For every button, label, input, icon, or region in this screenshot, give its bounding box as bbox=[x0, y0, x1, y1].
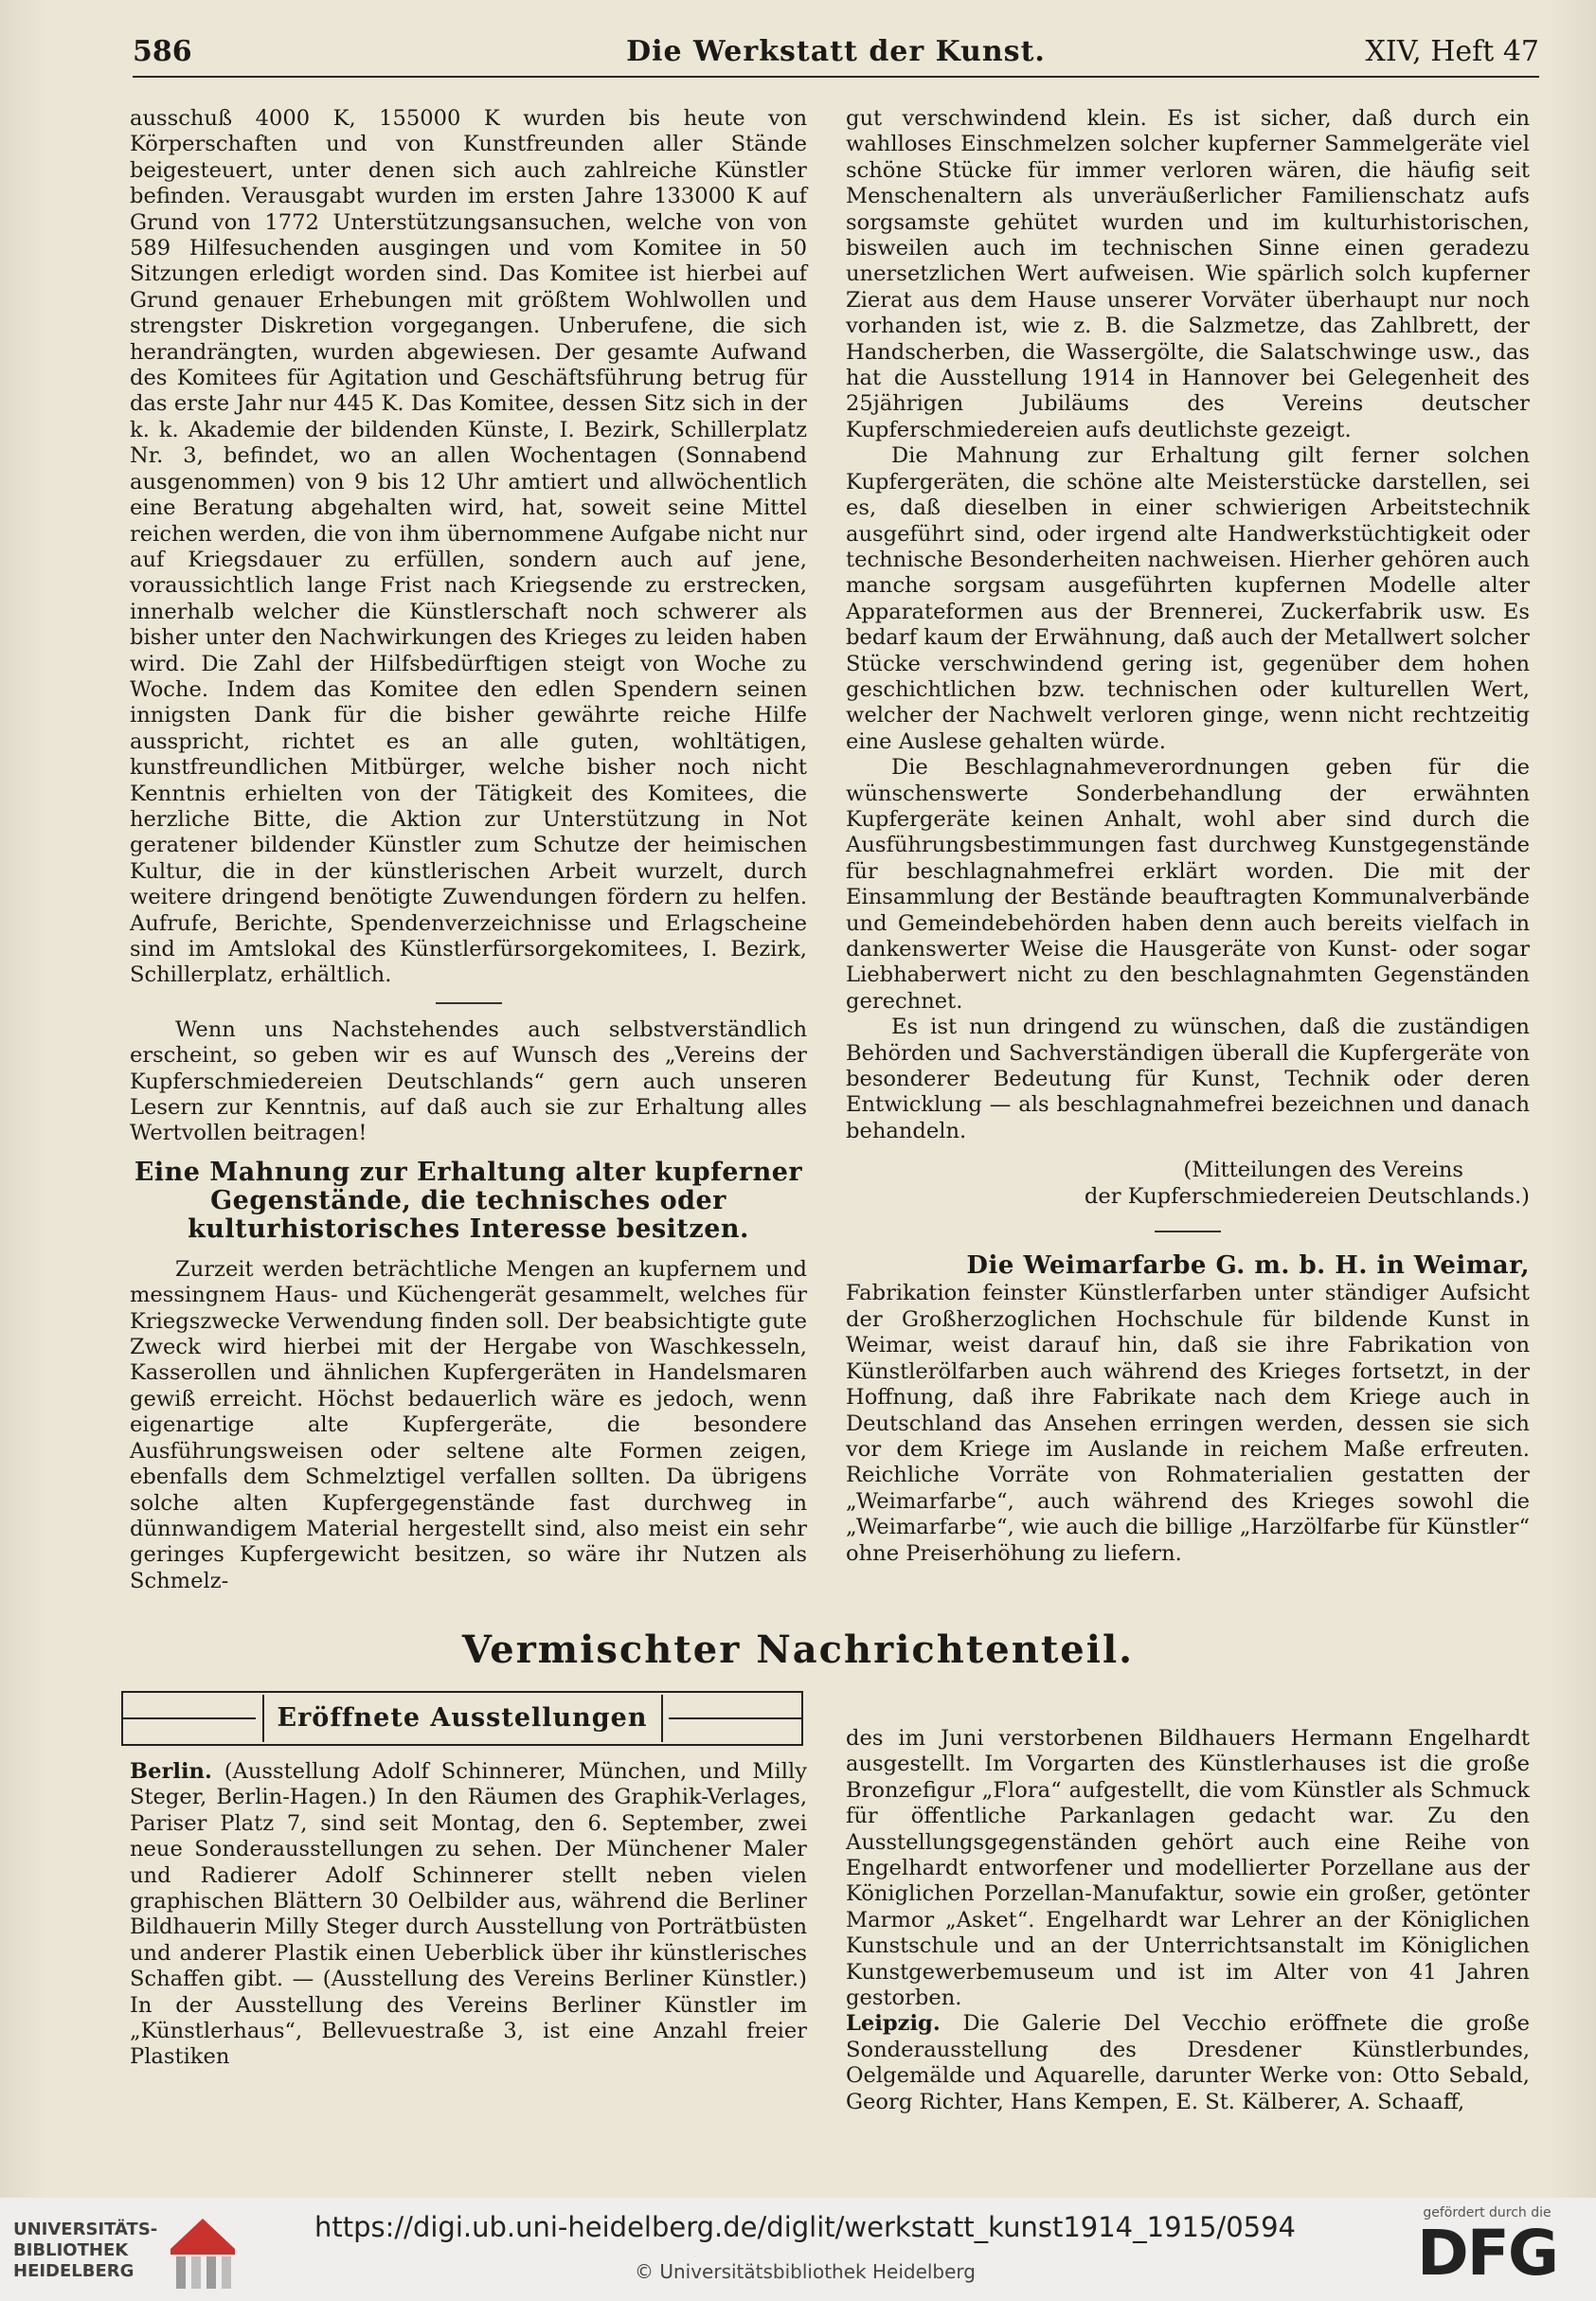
page-header bbox=[133, 28, 1539, 78]
column-left-top bbox=[130, 106, 807, 1594]
news-item bbox=[130, 1759, 807, 2071]
attribution-line: der Kupferschmiedereien Deutschlands.) bbox=[1084, 1183, 1530, 1209]
separator-rule bbox=[1155, 1231, 1221, 1232]
article-heading: Eine Mahnung zur Erhaltung alter kupferner Gegenstände, die technisches oder kulturhistorisches Interesse besitzen. bbox=[134, 1157, 803, 1244]
news-text: (Ausstellung Adolf Schinnerer, München, und Milly Steger, Berlin-Hagen.) In den Räumen des Graphik-Verlages, Pariser Platz 7, sind seit Montag, den 6. September, zwei neue Sonderausstellungen zu sehen. Der Münchener Maler und Radierer Adolf Schinnerer stellt neben vielen graphischen Blättern 30 Oelbilder aus, während die Berliner Bildhauerin Milly Steger durch Ausstellung von Porträtbüsten und anderer Plastik einen Ueberblick über ihr künstlerisches Schaffen gibt. — (Ausstellung des Vereins Berliner Künstler.) In der Ausstellung des Vereins Berliner Künstler im „Künstlerhaus“, Bellevuestraße 3, ist eine Anzahl freier Plastiken bbox=[130, 1759, 807, 2070]
box-title: Eröffnete Ausstellungen bbox=[262, 1695, 663, 1742]
logo-line: UNIVERSITÄTS- bbox=[13, 2220, 158, 2239]
editor-note: Wenn uns Nachstehendes auch selbstverständlich erscheint, so geben wir es auf Wunsch des „Vereins der Kupferschmiedereien Deutschlands“ gern auch unseren Lesern zur Kenntnis, auf daß auch sie zur Erhaltung alles Wertvollen beitragen! bbox=[130, 1016, 807, 1146]
section-rubric: Vermischter Nachrichtenteil. bbox=[461, 1627, 1135, 1672]
funder-caption: gefördert durch die bbox=[1423, 2205, 1551, 2220]
article-paragraph: Die Mahnung zur Erhaltung gilt ferner solchen Kupfergeräten, die schöne alte Meisterstücke darstellen, sei es, daß dieselben in einer schwierigen Arbeitstechnik ausgeführt sind, oder irgend alte Handwerkstüchtigkeit oder technische Besonderheiten nachweisen. Hierher gehören auch manche sorgsam ausgeführten kupfernen Modelle alter Apparateformen aus der Brennerei, Zuckerfabrik usw. Es bedarf kaum der Erwähnung, daß auch der Metallwert solcher Stücke verschwindend gering ist, gegenüber dem hohen geschichtlichen bzw. technischen oder kulturellen Wert, welcher der Nachwelt verloren ginge, wenn nicht rechtzeitig eine Auslese gehalten würde. bbox=[846, 443, 1530, 754]
news-place: Leipzig. bbox=[846, 2011, 941, 2037]
news-paragraph: des im Juni verstorbenen Bildhauers Hermann Engelhardt ausgestellt. Im Vorgarten des Künstlerhauses ist die große Bronzefigur „Flora“ aufgestellt, die vom Künstler als Schmuck für öffentliche Parkanlagen gedacht war. Zu den Ausstellungsgegenständen gehört auch eine Reihe von Engelhardt entworfener und modellierter Porzellane aus der Königlichen Porzellan-Manufaktur, sowie ein großer, getönter Marmor „Asket“. Engelhardt war Lehrer an der Königlichen Kunstschule und an der Unterrichtsanstalt im Königlichen Kunstgewerbemuseum und ist im Alter von 41 Jahren gestorben. bbox=[846, 1726, 1530, 2011]
attribution-line: (Mitteilungen des Vereins bbox=[1183, 1158, 1463, 1183]
library-emblem-icon bbox=[165, 2211, 241, 2292]
notice-paragraph: Fabrikation feinster Künstlerfarben unter ständiger Aufsicht der Großherzoglichen Hochschule für bildende Kunst in Weimar, weist darauf hin, daß sie ihre Fabrikation von Künstlerölfarben auch während des Krieges fortsetzt, in der Hoffnung, daß ihre Fabrikate nach dem Kriege auch in Deutschland das Ansehen erringen werden, dessen sie sich vor dem Kriege im Auslande in reichem Maße erfreuten. Reichliche Vorräte von Rohmaterialien gestatten der „Weimarfarbe“, auch während des Krieges sowohl die „Weimarfarbe“, wie auch die billige „Harzölfarbe für Künstler“ ohne Preiserhöhung zu liefern. bbox=[846, 1281, 1530, 1566]
column-left-bottom bbox=[130, 1759, 807, 2071]
section-box bbox=[121, 1691, 803, 1746]
funder-logo[interactable] bbox=[1397, 2205, 1577, 2294]
column-right-top bbox=[846, 106, 1530, 1567]
news-text: Die Galerie Del Vecchio eröffnete die große Sonderausstellung des Dresdener Künstlerbundes, Oelgemälde und Aquarelle, darunter Werke von: Otto Sebald, Georg Richter, Hans Kempen, E. St. Kälberer, A. Schaaff, bbox=[846, 2011, 1530, 2114]
dfg-logo-icon: DFG bbox=[1416, 2217, 1558, 2290]
article-paragraph: gut verschwindend klein. Es ist sicher, daß durch ein wahlloses Einschmelzen solcher kupferner Sammelgeräte viel schöne Stücke für immer verloren wären, die häufig seit Menschenaltern als unveräußerlicher Familienschatz aufs sorgsamste gehütet wurden und im kulturhistorischen, bisweilen auch im technischen Sinne einen geradezu unersetzlichen Wert aufweisen. Wie spärlich solch kupferner Zierat aus dem Hause unserer Vorväter überhaupt nur noch vorhanden ist, wie z. B. die Salzmetze, das Zahlbrett, der Handscherben, die Wassergölte, die Salatschwinge usw., das hat die Ausstellung 1914 in Hannover bei Gelegenheit des 25jährigen Jubiläums des Vereins deutscher Kupferschmiedereien aufs deutlichste gezeigt. bbox=[846, 106, 1530, 442]
logo-line: HEIDELBERG bbox=[13, 2261, 134, 2281]
column-right-bottom bbox=[846, 1726, 1530, 2115]
copyright-notice: © Universitätsbibliothek Heidelberg bbox=[634, 2260, 976, 2283]
article-paragraph: Zurzeit werden beträchtliche Mengen an kupfernem und messingnem Haus- und Küchengerät gesammelt, welches für Kriegszwecke Verwendung finden soll. Der beabsichtigte gute Zweck wird hierbei mit der Hergabe von Waschkesseln, Kasserollen und ähnlichen Kupfergeräten in Handelsmaren gewiß erreicht. Höchst bedauerlich wäre es jedoch, wenn eigenartige alte Kupfergeräte, die besondere Ausführungsweisen oder seltene alte Formen zeigen, ebenfalls dem Schmelztigel verfallen sollten. Da übrigens solche alten Kupfergegenstände fast durchweg in dünnwandigem Material hergestellt sind, also meist ein sehr geringes Kupfergewicht besitzen, so wäre ihr Nutzen als Schmelz- bbox=[130, 1256, 807, 1593]
page-number: 586 bbox=[133, 35, 192, 68]
source-attribution bbox=[846, 1158, 1530, 1210]
permalink-url[interactable]: https://digi.ub.uni-heidelberg.de/diglit/werkstatt_kunst1914_1915/0594 bbox=[314, 2211, 1296, 2243]
library-logo[interactable] bbox=[13, 2211, 326, 2292]
news-item bbox=[846, 2011, 1530, 2115]
journal-title: Die Werkstatt der Kunst. bbox=[626, 35, 1046, 68]
article-paragraph: Es ist nun dringend zu wünschen, daß die zuständigen Behörden und Sachverständigen überall die Kupfergeräte von besonderer Bedeutung für Kunst, Technik oder deren Entwicklung — als beschlagnahmefrei bezeichnen und danach behandeln. bbox=[846, 1015, 1530, 1143]
news-place: Berlin. bbox=[130, 1759, 212, 1784]
separator-rule bbox=[436, 1002, 502, 1004]
logo-line: BIBLIOTHEK bbox=[13, 2240, 129, 2260]
viewer-footer bbox=[0, 2198, 1596, 2301]
article-paragraph: Die Beschlagnahmeverordnungen geben für die wünschenswerte Sonderbehandlung der erwähnten Kupfergeräte keinen Anhalt, wohl aber sind durch die Ausführungsbestimmungen fast durchweg Kunstgegenstände für beschlagnahmefrei erklärt worden. Die mit der Einsammlung der Bestände beauftragten Kommunalverbände und Gemeindebehörden haben denn auch bereits vielfach in dankenswerter Weise die Hausgeräte von Kunst- oder sogar Liebhaberwert nicht zu den beschlagnahmten Gegenständen gerechnet. bbox=[846, 755, 1530, 1014]
notice-heading: Die Weimarfarbe G. m. b. H. in Weimar, bbox=[966, 1251, 1530, 1281]
volume-issue: XIV, Heft 47 bbox=[1365, 35, 1539, 68]
article-paragraph: ausschuß 4000 K, 155000 K wurden bis heute von Körperschaften und von Kunstfreunden aller Stände beigesteuert, unter denen sich auch zahlreiche Künstler befinden. Verausgabt wurden im ersten Jahre 133000 K auf Grund von 1772 Unterstützungsansuchen, welche von von 589 Hilfesuchenden ausgingen und vom Komitee in 50 Sitzungen erledigt worden sind. Das Komitee ist hierbei auf Grund genauer Erhebungen mit größtem Wohlwollen und strengster Diskretion vorgegangen. Unberufene, die sich herandrängten, wurden abgewiesen. Der gesamte Aufwand des Komitees für Agitation und Geschäftsführung betrug für das erste Jahr nur 445 K. Das Komitee, dessen Sitz sich in der k. k. Akademie der bildenden Künste, I. Bezirk, Schillerplatz Nr. 3, befindet, wo an allen Wochentagen (Sonnabend ausgenommen) von 9 bis 12 Uhr amtiert und allwöchentlich eine Beratung abgehalten wird, hat, soweit seine Mittel reichen werden, die von ihm übernommene Aufgabe nicht nur auf Kriegsdauer zu erfüllen, sondern auch auf jene, voraussichtlich lange Frist nach Kriegsende zu erstrecken, innerhalb welcher die Künstlerschaft noch schwerer als bisher unter den Nachwirkungen des Krieges zu leiden haben wird. Die Zahl der Hilfsbedürftigen steigt von Woche zu Woche. Indem das Komitee den edlen Spendern seinen innigsten Dank für die bisher gewährte reiche Hilfe ausspricht, richtet es an alle guten, wohltätigen, kunstfreundlichen Mitbürger, welche bisher noch nicht Kenntnis erhielten von der Tätigkeit des Komitees, die herzliche Bitte, die Aktion zur Unterstützung in Not geratener bildender Künstler zum Schutze der heimischen Kultur, die in der künstlerischen Arbeit wurzelt, durch weitere dringend benötigte Zuwendungen fördern zu helfen. Aufrufe, Berichte, Spendenverzeichnisse und Erlagscheine sind im Amtslokal des Künstlerfürsorgekomitees, I. Bezirk, Schillerplatz, erhältlich. bbox=[130, 106, 807, 988]
box-label-wrap bbox=[121, 1693, 803, 1744]
